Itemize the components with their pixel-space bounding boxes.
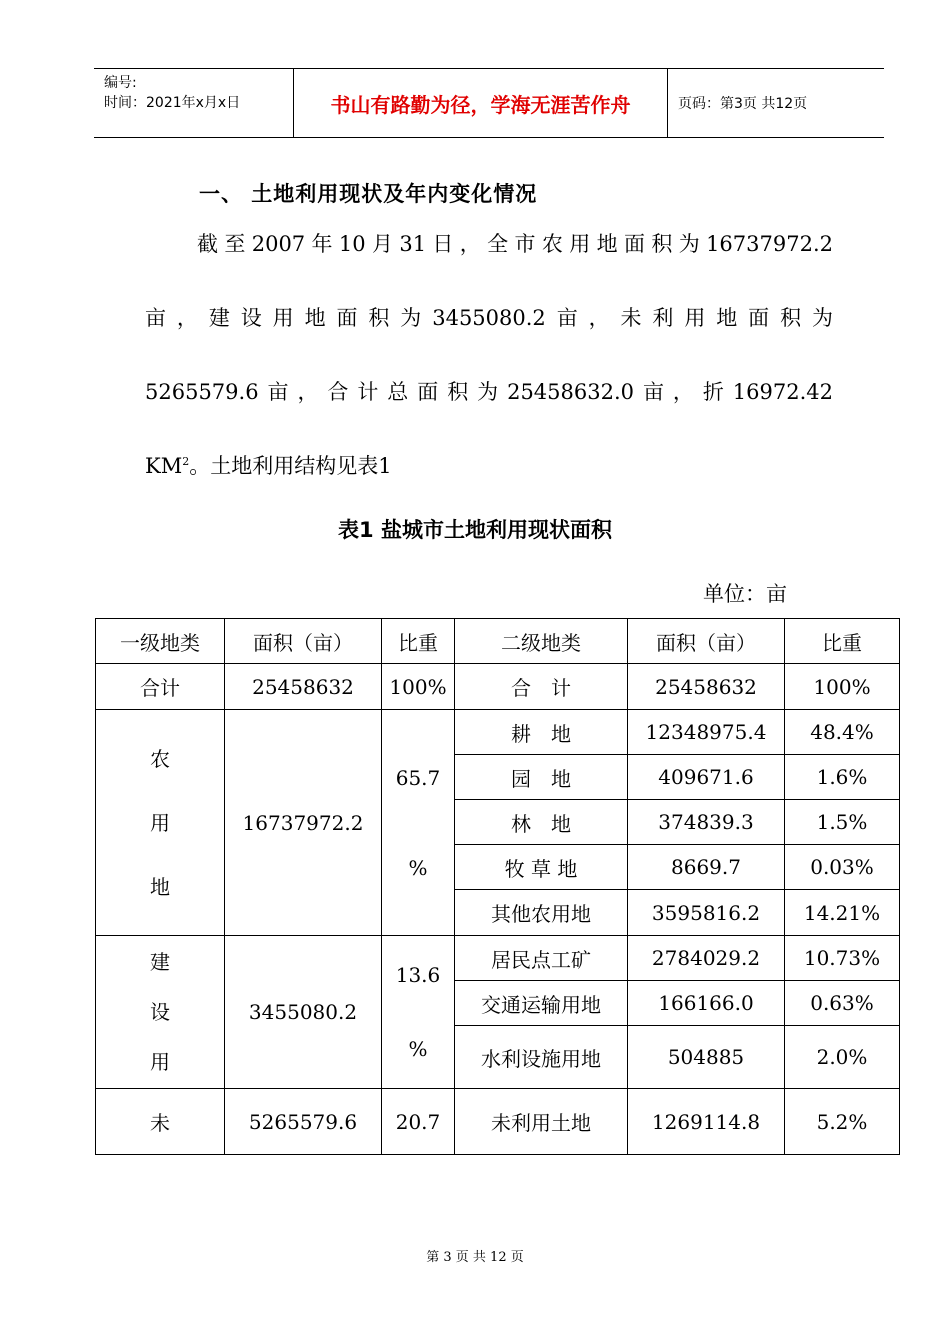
header-slogan: 书山有路勤为径，学海无涯苦作舟	[294, 69, 668, 137]
paragraph-line-1: 截至2007年10月31日，全市农用地面积为16737972.2	[197, 232, 833, 256]
header-meta	[94, 69, 294, 137]
category-char: 农	[150, 746, 170, 771]
table-cell: 25458632	[628, 664, 785, 710]
table-cell: 未利用土地	[455, 1089, 628, 1155]
table-cell: 5.2%	[785, 1089, 900, 1155]
table-header-row	[96, 619, 900, 664]
land-use-table	[95, 618, 900, 1155]
table-cell: 2784029.2	[628, 936, 785, 981]
table-cell: 8669.7	[628, 845, 785, 890]
km-superscript: 2	[182, 455, 190, 468]
category-char: 用	[150, 1050, 170, 1074]
code-label: 编号:	[104, 75, 137, 91]
table-cell: 牧 草 地	[455, 845, 628, 890]
table-cell: 100%	[382, 664, 455, 710]
table-row-unused	[96, 1089, 900, 1155]
paragraph-line-3: 5265579.6亩，合计总面积为25458632.0亩，折16972.42	[145, 380, 833, 404]
category-char: 用	[150, 810, 170, 835]
table-cell: 1.5%	[785, 800, 900, 845]
table-cell: 12348975.4	[628, 710, 785, 755]
header-cell: 比重	[382, 619, 455, 664]
unit-label: 单位：亩	[703, 582, 787, 606]
table-cell: 1.6%	[785, 755, 900, 800]
table-row-total	[96, 664, 900, 710]
table-cell: 其他农用地	[455, 890, 628, 936]
table-cell: 14.21%	[785, 890, 900, 936]
table-cell: 100%	[785, 664, 900, 710]
header-cell: 面积（亩）	[225, 619, 382, 664]
table-cell: 林 地	[455, 800, 628, 845]
page-footer: 第 3 页 共 12 页	[426, 1250, 524, 1265]
paragraph-line-4	[145, 450, 833, 480]
category-agri	[96, 710, 225, 936]
table-cell: 10.73%	[785, 936, 900, 981]
category-area: 5265579.6	[225, 1089, 382, 1155]
category-char: 设	[150, 1000, 170, 1024]
category-construction	[96, 936, 225, 1089]
ratio-percent: %	[408, 855, 428, 880]
table-cell: 504885	[628, 1026, 785, 1089]
category-ratio	[382, 710, 455, 936]
category-ratio: 20.7	[382, 1089, 455, 1155]
category-area: 16737972.2	[225, 710, 382, 936]
header-cell: 面积（亩）	[628, 619, 785, 664]
ratio-value: 13.6	[395, 963, 441, 987]
table-title: 表1 盐城市土地利用现状面积	[338, 518, 612, 542]
table-cell: 374839.3	[628, 800, 785, 845]
category-ratio	[382, 936, 455, 1089]
table-cell: 合 计	[455, 664, 628, 710]
paragraph-line-4-rest: 。土地利用结构见表1	[189, 454, 392, 478]
table-cell: 1269114.8	[628, 1089, 785, 1155]
table-cell: 居民点工矿	[455, 936, 628, 981]
table-cell: 耕 地	[455, 710, 628, 755]
header-cell: 二级地类	[455, 619, 628, 664]
time-label: 时间：2021年x月x日	[104, 95, 241, 111]
ratio-percent: %	[408, 1037, 428, 1061]
table-cell: 合计	[96, 664, 225, 710]
table-cell: 2.0%	[785, 1026, 900, 1089]
header-cell: 比重	[785, 619, 900, 664]
table-cell: 0.03%	[785, 845, 900, 890]
km-unit: KM	[145, 454, 183, 478]
category-char: 建	[150, 950, 170, 974]
table-row	[96, 710, 900, 755]
category-char: 地	[150, 874, 170, 899]
table-cell: 水利设施用地	[455, 1026, 628, 1089]
page-header	[94, 68, 884, 138]
category-unused: 未	[96, 1089, 225, 1155]
table-cell: 0.63%	[785, 981, 900, 1026]
table-cell: 园 地	[455, 755, 628, 800]
table-cell: 3595816.2	[628, 890, 785, 936]
section-heading: 一、 土地利用现状及年内变化情况	[199, 182, 538, 206]
paragraph-line-2: 亩，建设用地面积为3455080.2亩，未利用地面积为	[145, 306, 833, 330]
header-page-number: 页码：第3页 共12页	[678, 96, 808, 112]
ratio-value: 65.7	[395, 765, 441, 790]
table-cell: 25458632	[225, 664, 382, 710]
category-area: 3455080.2	[225, 936, 382, 1089]
table-cell: 166166.0	[628, 981, 785, 1026]
header-cell: 一级地类	[96, 619, 225, 664]
table-cell: 409671.6	[628, 755, 785, 800]
table-cell: 交通运输用地	[455, 981, 628, 1026]
table-row	[96, 936, 900, 981]
table-cell: 48.4%	[785, 710, 900, 755]
